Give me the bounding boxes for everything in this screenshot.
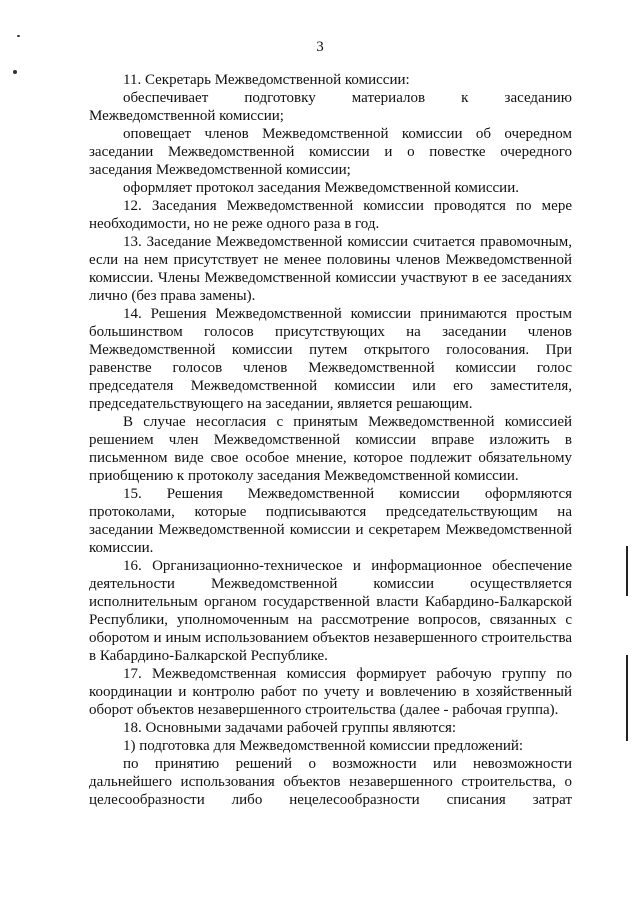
paragraph: 17. Межведомственная комиссия формирует рабочую группу по координации и контролю работ по учету и вовлечению в хозяйственный оборот объектов незавершенного строительства (далее - рабочая группа). — [89, 666, 572, 718]
paragraph: 16. Организационно-техническое и информационное обеспечение деятельности Межведомственной комиссии осуществляется исполнительным органом государственной власти Кабардино-Балкарской Республики, уполномоченным на рассмотрение вопросов, связанных с оборотом и иным использованием объектов незавершенного строительства в Кабардино-Балкарской Республике. — [89, 558, 572, 664]
paragraph: 11. Секретарь Межведомственной комиссии: — [123, 72, 410, 88]
scan-edge-line-1 — [626, 546, 628, 596]
paragraph: 14. Решения Межведомственной комиссии принимаются простым большинством голосов присутствующих на заседании членов Межведомственной комиссии путем открытого голосования. При равенстве голосов членов Межведомственной комиссии голос председателя Межведомственной комиссии или его заместителя, председательствующего на заседании, является решающим. — [89, 306, 572, 412]
paragraph: 12. Заседания Межведомственной комиссии проводятся по мере необходимости, но не реже одного раза в год. — [89, 198, 572, 232]
scan-artifact-mark — [13, 70, 17, 74]
paragraph: 13. Заседание Межведомственной комиссии считается правомочным, если на нем присутствует не менее половины членов Межведомственной комиссии. Члены Межведомственной комиссии участвуют в ее заседаниях лично (без права замены). — [89, 234, 572, 304]
paragraph: 1) подготовка для Межведомственной комиссии предложений: — [123, 738, 524, 754]
paragraph: 15. Решения Межведомственной комиссии оформляются протоколами, которые подписываются председательствующим на заседании Межведомственной комиссии и секретарем Межведомственной комиссии. — [89, 486, 572, 556]
paragraph: 18. Основными задачами рабочей группы являются: — [123, 720, 457, 736]
paragraph-continued: по принятию решений о возможности или невозможности дальнейшего использования объектов незавершенного строительства, о целесообразности либо нецелесообразности списания затрат — [89, 756, 572, 808]
paragraph: оповещает членов Межведомственной комиссии об очередном заседании Межведомственной комиссии и о повестке очередного заседания Межведомственной комиссии; — [89, 126, 572, 178]
paragraph: обеспечивает подготовку материалов к заседанию Межведомственной комиссии; — [89, 90, 572, 124]
scan-edge-line-2 — [626, 655, 628, 741]
document-body — [89, 71, 572, 809]
page-number: 3 — [316, 39, 324, 55]
paragraph: В случае несогласия с принятым Межведомственной комиссией решением член Межведомственной комиссии вправе изложить в письменном виде свое особое мнение, которое подлежит обязательному приобщению к протоколу заседания Межведомственной комиссии. — [89, 414, 572, 484]
scan-artifact-top — [17, 35, 20, 37]
paragraph: оформляет протокол заседания Межведомственной комиссии. — [123, 180, 519, 196]
